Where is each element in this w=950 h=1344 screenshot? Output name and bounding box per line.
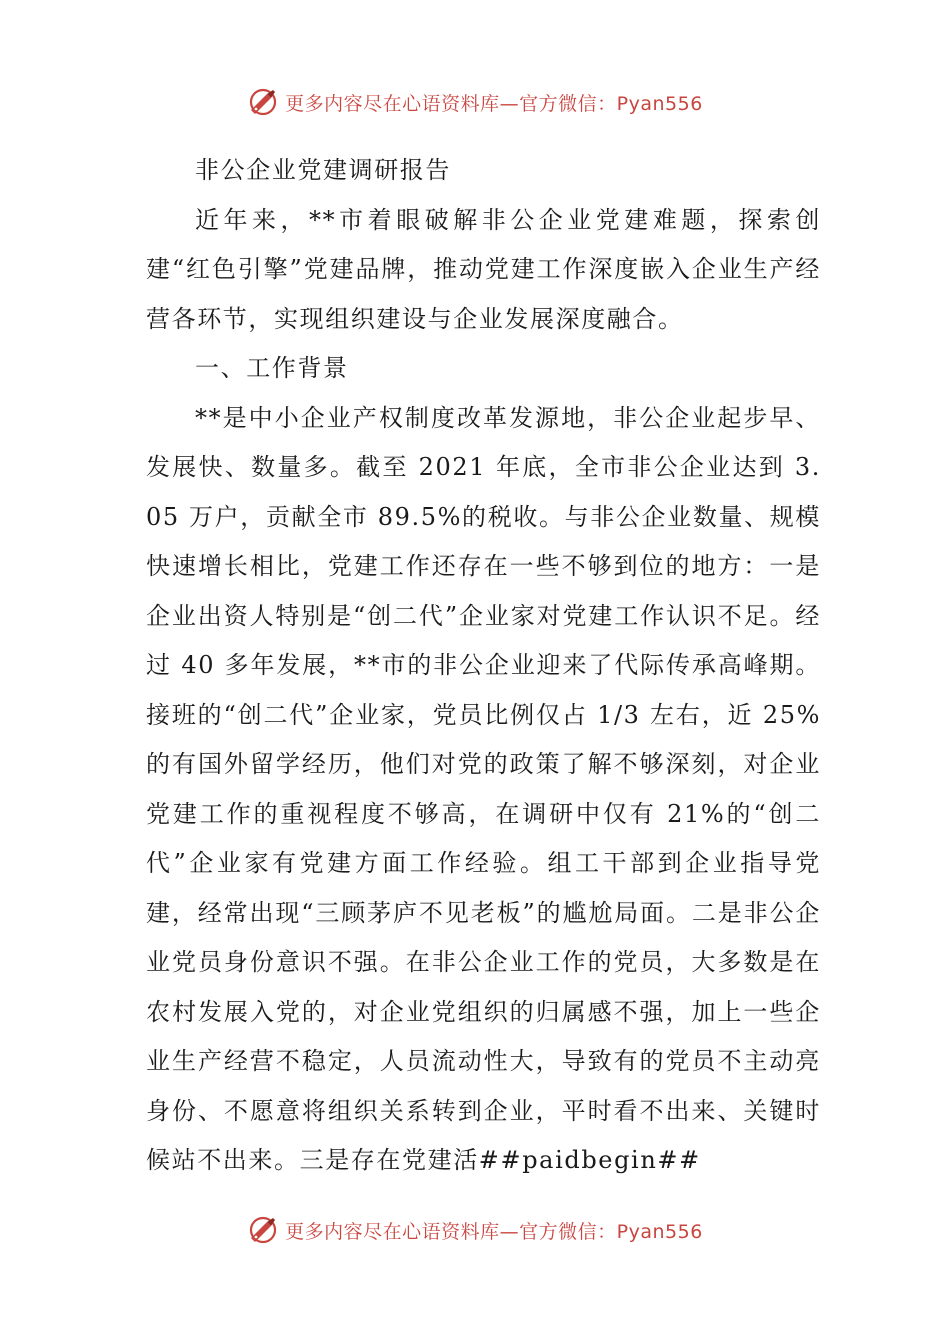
pen-circle-logo-icon — [247, 1214, 279, 1246]
section-heading: 一、工作背景 — [195, 354, 349, 382]
watermark-banner-bottom — [0, 1212, 950, 1248]
pen-circle-logo-icon — [247, 86, 279, 118]
watermark-text: 更多内容尽在心语资料库—官方微信：Pyan556 — [285, 92, 703, 115]
watermark-text: 更多内容尽在心语资料库—官方微信：Pyan556 — [285, 1220, 703, 1243]
intro-paragraph: 近年来，**市着眼破解非公企业党建难题，探索创建“红色引擎”党建品牌，推动党建工作深度嵌入企业生产经营各环节，实现组织建设与企业发展深度融合。 — [146, 205, 821, 333]
document-title: 非公企业党建调研报告 — [195, 156, 451, 184]
section-paragraph: **是中小企业产权制度改革发源地，非公企业起步早、发展快、数量多。截至 2021 年底，全市非公企业达到 3.05 万户，贡献全市 89.5%的税收。与非公企业数量、规模快速增长相比，党建工作还存在一些不够到位的地方：一是企业出资人特别是“创二代”企业家对党建工作认识不足。经过 40 多年发展，**市的非公企业迎来了代际传承高峰期。接班的“创二代”企业家，党员比例仅占 1/3 左右，近 25%的有国外留学经历，他们对党的政策了解不够深刻，对企业党建工作的重视程度不够高，在调研中仅有 21%的“创二代”企业家有党建方面工作经验。组工干部到企业指导党建，经常出现“三顾茅庐不见老板”的尴尬局面。二是非公企业党员身份意识不强。在非公企业工作的党员，大多数是在农村发展入党的，对企业党组织的归属感不强，加上一些企业生产经营不稳定，人员流动性大，导致有的党员不主动亮身份、不愿意将组织关系转到企业，平时看不出来、关键时候站不出来。三是存在党建活##paidbegin## — [146, 403, 821, 1174]
watermark-banner-top — [0, 84, 950, 120]
document-body — [146, 146, 821, 1186]
